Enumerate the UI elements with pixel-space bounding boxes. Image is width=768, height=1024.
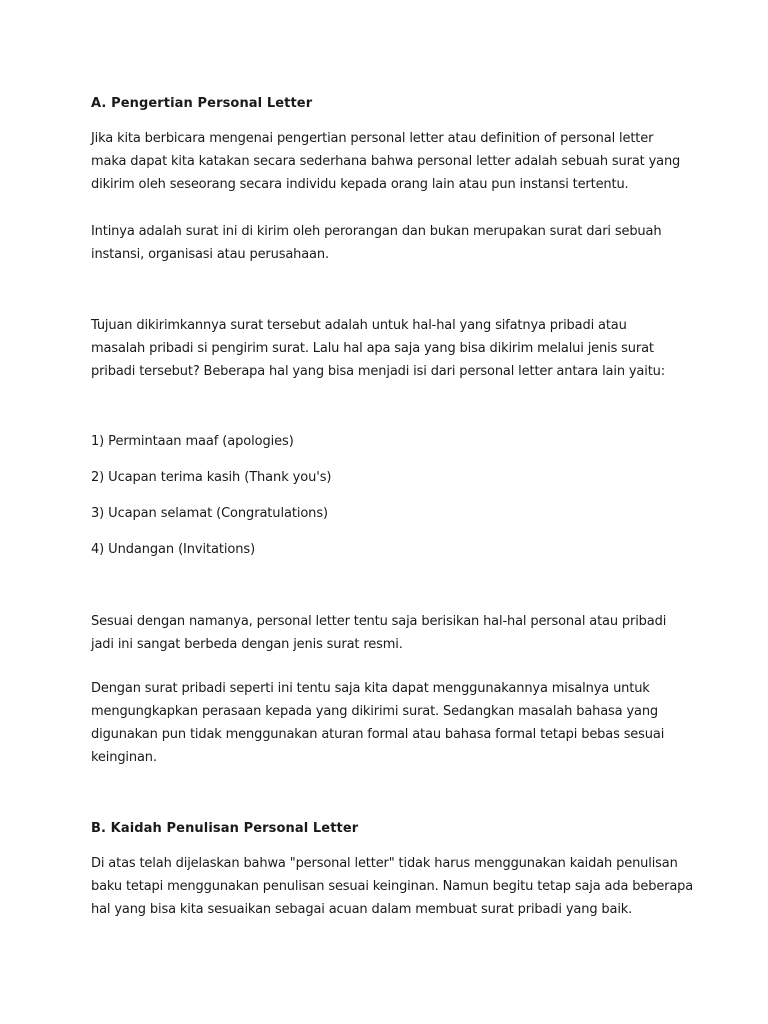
text-line: maka dapat kita katakan secara sederhana bahwa personal letter adalah sebuah surat yang (91, 154, 681, 169)
list-item: 2) Ucapan terima kasih (Thank you's) (91, 470, 332, 485)
text-line: hal yang bisa kita sesuaikan sebagai acuan dalam membuat surat pribadi yang baik. (91, 902, 633, 917)
text-line: Intinya adalah surat ini di kirim oleh perorangan dan bukan merupakan surat dari sebuah (91, 224, 662, 239)
text-line: Tujuan dikirimkannya surat tersebut adalah untuk hal-hal yang sifatnya pribadi atau (91, 318, 627, 333)
text-line: Jika kita berbicara mengenai pengertian personal letter atau definition of personal letter (91, 131, 654, 146)
list-item: 3) Ucapan selamat (Congratulations) (91, 506, 328, 521)
text-line: digunakan pun tidak menggunakan aturan formal atau bahasa formal tetapi bebas sesuai (91, 727, 665, 742)
text-line: Di atas telah dijelaskan bahwa "personal letter" tidak harus menggunakan kaidah penulisan (91, 856, 678, 871)
section-b-paragraph-1 (91, 852, 694, 921)
text-line: Dengan surat pribadi seperti ini tentu saja kita dapat menggunakannya misalnya untuk (91, 681, 650, 696)
text-line: pribadi tersebut? Beberapa hal yang bisa menjadi isi dari personal letter antara lain yaitu: (91, 364, 665, 379)
section-a-paragraph-2 (91, 220, 691, 266)
text-line: masalah pribadi si pengirim surat. Lalu hal apa saja yang bisa dikirim melalui jenis surat (91, 341, 654, 356)
list-item: 4) Undangan (Invitations) (91, 542, 256, 557)
section-b-heading: B. Kaidah Penulisan Personal Letter (91, 821, 359, 836)
section-a-paragraph-3 (91, 314, 691, 383)
section-a-paragraph-4 (91, 610, 691, 656)
section-a-paragraph-1 (91, 127, 691, 196)
section-a-paragraph-5 (91, 677, 691, 769)
text-line: Sesuai dengan namanya, personal letter tentu saja berisikan hal-hal personal atau pribadi (91, 614, 667, 629)
text-line: baku tetapi menggunakan penulisan sesuai keinginan. Namun begitu tetap saja ada beberapa (91, 879, 694, 894)
list-item: 1) Permintaan maaf (apologies) (91, 434, 294, 449)
section-a-heading: A. Pengertian Personal Letter (91, 96, 313, 111)
text-line: instansi, organisasi atau perusahaan. (91, 247, 329, 262)
text-line: keinginan. (91, 750, 157, 765)
text-line: jadi ini sangat berbeda dengan jenis surat resmi. (91, 637, 403, 652)
text-line: dikirim oleh seseorang secara individu kepada orang lain atau pun instansi tertentu. (91, 177, 629, 192)
text-line: mengungkapkan perasaan kepada yang dikirimi surat. Sedangkan masalah bahasa yang (91, 704, 659, 719)
